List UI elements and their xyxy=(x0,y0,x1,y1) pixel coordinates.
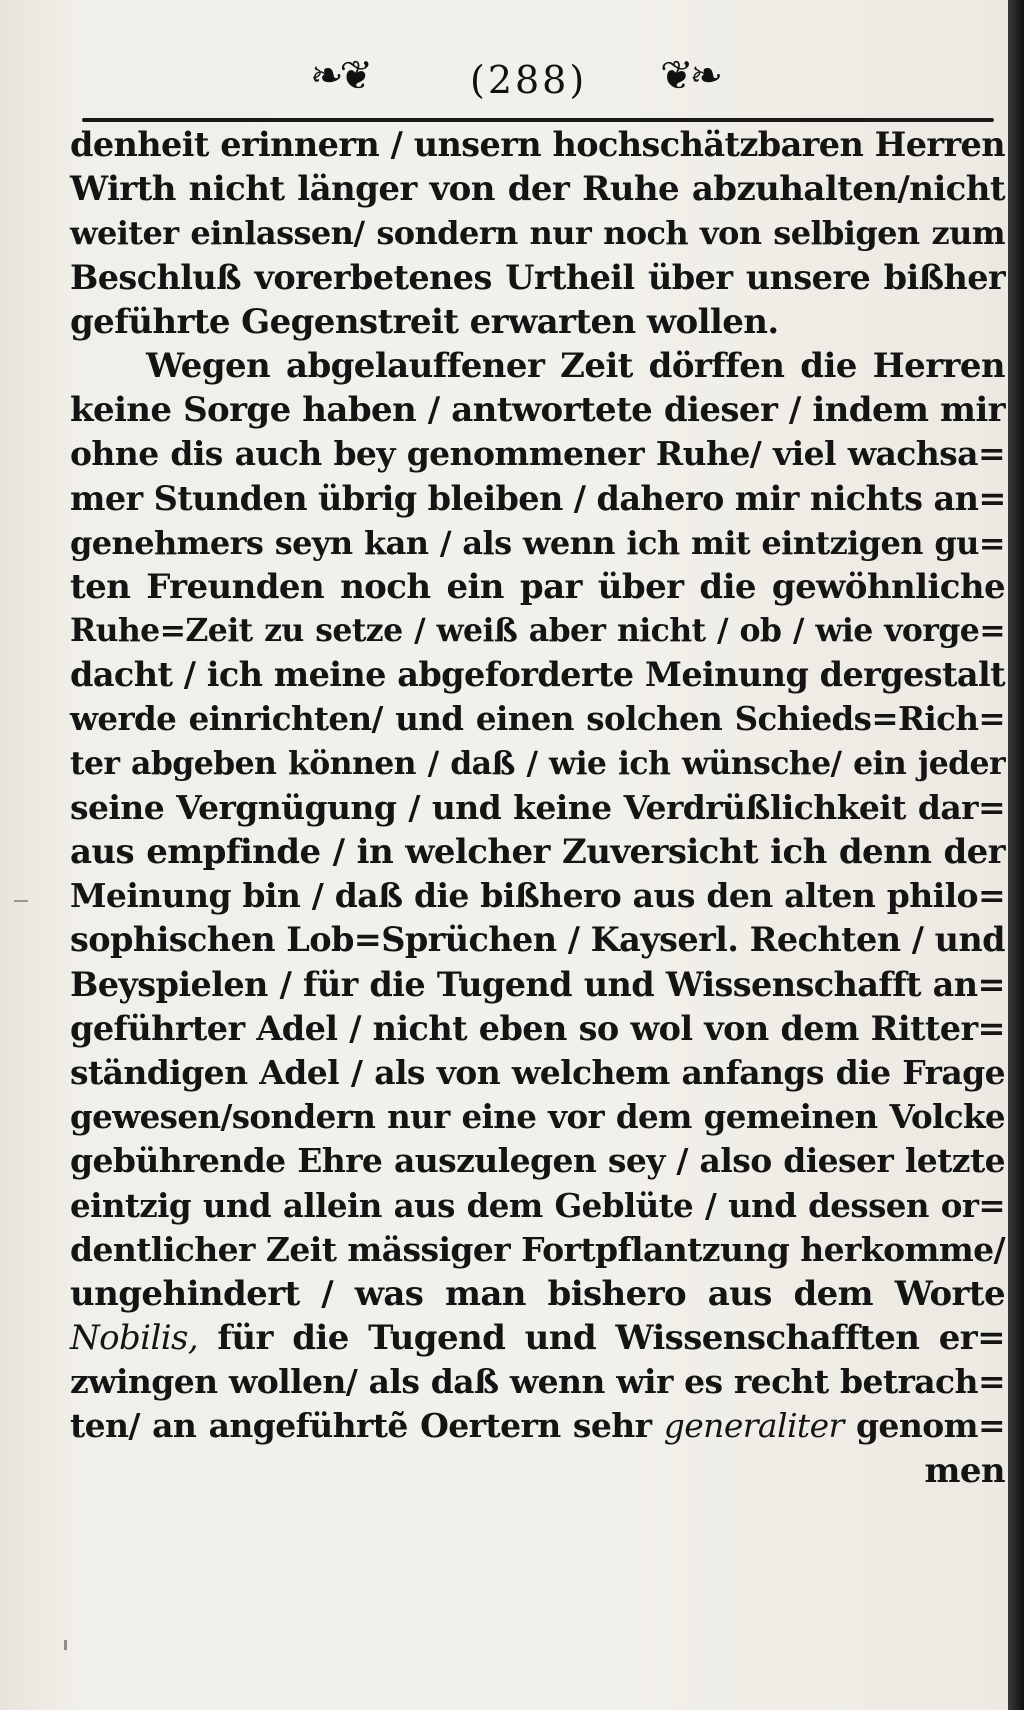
page-header xyxy=(300,52,740,112)
text-line xyxy=(70,123,1005,167)
text-line xyxy=(70,963,1005,1007)
text-line xyxy=(70,742,1005,786)
text-line xyxy=(70,874,1005,918)
text-segment: ständigen Adel / als von welchem anfangs die Frage xyxy=(70,1052,1005,1092)
margin-mark xyxy=(14,900,28,902)
text-segment: dacht / ich meine abgeforderte Meinung dergestalt xyxy=(70,655,1005,695)
text-segment: dentlicher Zeit mässiger Fortpflantzung herkomme/ xyxy=(70,1229,1005,1269)
latin-term: Nobilis, xyxy=(70,1318,199,1359)
text-segment: werde einrichten/ und einen solchen Schieds=Rich= xyxy=(70,699,1005,739)
text-segment: gebührende Ehre auszulegen sey / also dieser letzte xyxy=(70,1141,1005,1181)
text-line xyxy=(70,653,1005,697)
text-line xyxy=(70,830,1005,874)
text-line xyxy=(70,1139,1005,1183)
text-segment: Ruhe=Zeit zu setze / weiß aber nicht / ob / wie vorge= xyxy=(70,612,1005,650)
text-segment: geführter Adel / nicht eben so wol von dem Ritter= xyxy=(70,1008,1005,1048)
text-line xyxy=(70,388,1005,432)
text-segment: ten Freunden noch ein par über die gewöhnliche xyxy=(70,566,1005,607)
ornament-left-icon: ❧❦ xyxy=(310,53,370,99)
text-segment: men xyxy=(924,1450,1005,1491)
text-segment: Beyspielen / für die Tugend und Wissenschafft an= xyxy=(70,964,1005,1004)
text-segment: Wirth nicht länger von der Ruhe abzuhalten/nicht xyxy=(70,169,1005,210)
text-segment: sophischen Lob=Sprüchen / Kayserl. Rechten / und xyxy=(70,920,1005,960)
page-edge-shadow xyxy=(1008,0,1024,1710)
text-segment: ohne dis auch bey genommener Ruhe/ viel wachsa= xyxy=(70,434,1005,474)
page-number: (288) xyxy=(470,58,588,102)
text-line xyxy=(70,918,1005,962)
text-line xyxy=(70,1051,1005,1095)
text-line xyxy=(70,1184,1005,1228)
text-segment: geführte Gegenstreit erwarten wollen. xyxy=(70,301,779,342)
header-rule xyxy=(82,118,994,122)
text-line xyxy=(70,256,1005,300)
text-segment: keine Sorge haben / antwortete dieser / indem mir xyxy=(70,390,1005,431)
text-segment: genom= xyxy=(843,1406,1005,1446)
text-segment: ungehindert / was man bishero aus dem Worte xyxy=(70,1273,1005,1314)
text-segment: aus empfinde / in welcher Zuversicht ich denn der xyxy=(70,832,1005,872)
margin-mark-small xyxy=(64,1640,67,1650)
text-line xyxy=(70,1007,1005,1051)
text-line xyxy=(70,1272,1005,1316)
latin-term: generaliter xyxy=(663,1406,844,1446)
catchword xyxy=(70,1449,1005,1493)
text-segment: genehmers seyn kan / als wenn ich mit eintzigen gu= xyxy=(70,523,1005,562)
text-line xyxy=(70,697,1005,741)
text-segment: eintzig und allein aus dem Geblüte / und dessen or= xyxy=(70,1185,1005,1225)
text-segment: für die Tugend und Wissenschafften er= xyxy=(198,1318,1005,1359)
text-segment: Meinung bin / daß die bißhero aus den alten philo= xyxy=(70,876,1005,916)
text-line xyxy=(70,786,1005,830)
text-segment: mer Stunden übrig bleiben / dahero mir nichts an= xyxy=(70,478,1006,518)
text-line xyxy=(70,1228,1005,1272)
text-line xyxy=(70,521,1005,565)
text-segment: zwingen wollen/ als daß wenn wir es recht betrach= xyxy=(70,1362,1005,1402)
text-segment: Beschluß vorerbetenes Urtheil über unsere bißher xyxy=(70,257,1005,297)
text-line xyxy=(70,344,1005,388)
text-segment: denheit erinnern / unsern hochschätzbaren Herren xyxy=(70,125,1005,164)
text-line xyxy=(70,167,1005,211)
text-segment: gewesen/sondern nur eine vor dem gemeinen Volcke xyxy=(70,1097,1005,1137)
ornament-right-icon: ❦❧ xyxy=(660,53,720,99)
text-segment: seine Vergnügung / und keine Verdrüßlichkeit dar= xyxy=(70,787,1005,827)
text-line xyxy=(70,211,1005,255)
text-line xyxy=(70,1095,1005,1139)
body-text xyxy=(70,123,1005,1493)
text-line xyxy=(70,1404,1005,1448)
text-line xyxy=(70,432,1005,476)
text-segment: weiter einlassen/ sondern nur noch von selbigen zum xyxy=(70,214,1005,253)
text-line xyxy=(70,609,1005,653)
text-segment: ten/ an angeführtẽ Oertern sehr xyxy=(70,1406,664,1446)
text-line xyxy=(70,565,1005,609)
text-line xyxy=(70,300,1005,344)
text-line xyxy=(70,1316,1005,1360)
text-segment: Wegen abgelauffener Zeit dörffen die Herren xyxy=(146,345,1005,386)
text-line xyxy=(70,1360,1005,1404)
text-line xyxy=(70,477,1005,521)
text-segment: ter abgeben können / daß / wie ich wünsche/ ein jeder xyxy=(70,744,1005,782)
